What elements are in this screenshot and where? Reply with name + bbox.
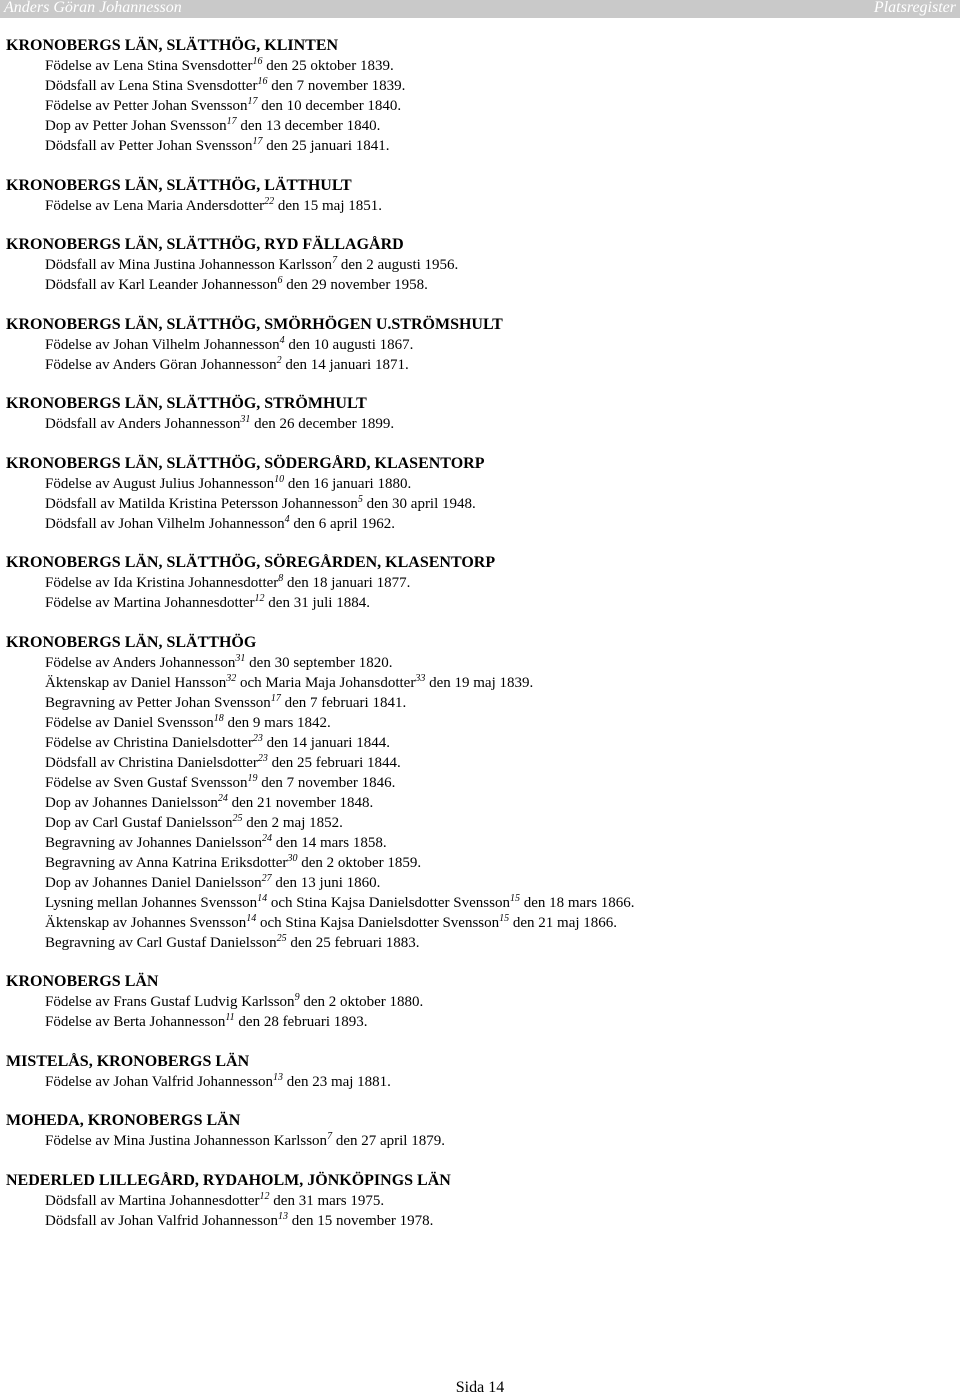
event-text: den 31 juli 1884.: [264, 595, 370, 611]
event-text: och Stina Kajsa Danielsdotter Svensson: [267, 894, 510, 911]
event-entry: [6, 494, 946, 514]
event-entry: [6, 893, 946, 913]
person-reference-number: 16: [257, 76, 268, 87]
event-text: den 21 maj 1866.: [509, 914, 618, 931]
header-register-title: Platsregister: [873, 0, 956, 16]
place-heading: KRONOBERGS LÄN, SLÄTTHÖG: [6, 633, 257, 651]
person-reference-number: 10: [274, 473, 285, 485]
event-text: Födelse av Petter Johan Svensson: [45, 98, 248, 114]
event-text: den 31 mars 1975.: [269, 1192, 385, 1209]
event-text: den 30 april 1948.: [362, 495, 476, 512]
event-text: den 15 november 1978.: [288, 1212, 434, 1229]
event-text: Dödsfall av Anders Johannesson: [45, 416, 241, 432]
event-entry: [6, 255, 946, 275]
event-text: Dödsfall av Karl Leander Johannesson: [45, 277, 278, 293]
event-entry: [6, 514, 946, 534]
event-text: den 7 februari 1841.: [280, 694, 407, 711]
event-text: Födelse av Ida Kristina Johannesdotter: [45, 575, 279, 591]
person-reference-number: 12: [259, 1190, 270, 1202]
person-reference-number: 15: [499, 912, 510, 924]
event-entry: [6, 693, 946, 713]
page-header: [0, 0, 960, 18]
event-entry: [6, 933, 946, 953]
person-reference-number: 33: [415, 672, 426, 684]
place-heading: NEDERLED LILLEGÅRD, RYDAHOLM, JÖNKÖPINGS LÄN: [6, 1171, 451, 1189]
event-text: den 2 augusti 1956.: [337, 257, 459, 273]
event-text: Lysning mellan Johannes Svensson: [45, 894, 258, 911]
page-footer: [0, 1378, 960, 1398]
event-text: och Stina Kajsa Danielsdotter Svensson: [256, 914, 500, 931]
event-entry: [6, 833, 946, 853]
person-reference-number: 17: [252, 136, 263, 147]
place-heading: KRONOBERGS LÄN, SLÄTTHÖG, SÖDERGÅRD, KLASENTORP: [6, 454, 485, 472]
event-text: Dödsfall av Christina Danielsdotter: [45, 754, 258, 771]
event-text: Dödsfall av Johan Valfrid Johannesson: [45, 1212, 279, 1229]
person-reference-number: 24: [262, 832, 273, 844]
event-entry: [6, 793, 946, 813]
place-heading: MISTELÅS, KRONOBERGS LÄN: [6, 1052, 250, 1070]
event-text: den 16 januari 1880.: [284, 475, 412, 492]
event-text: den 28 februari 1893.: [234, 1014, 368, 1030]
event-entry: [6, 355, 946, 375]
event-text: den 9 mars 1842.: [223, 714, 331, 731]
person-reference-number: 17: [270, 692, 281, 704]
event-text: Begravning av Carl Gustaf Danielsson: [45, 934, 277, 951]
event-text: Dop av Petter Johan Svensson: [45, 118, 227, 134]
event-text: och Maria Maja Johansdotter: [236, 674, 416, 691]
event-entry: [6, 673, 946, 693]
person-reference-number: 13: [278, 1210, 289, 1222]
event-text: Födelse av Mina Justina Johannesson Karlsson: [45, 1133, 328, 1149]
event-text: den 25 februari 1883.: [286, 934, 420, 951]
place-heading: KRONOBERGS LÄN, SLÄTTHÖG, SÖREGÅRDEN, KLASENTORP: [6, 554, 496, 571]
event-text: den 15 maj 1851.: [274, 197, 383, 214]
person-reference-number: 19: [247, 772, 258, 784]
event-text: den 19 maj 1839.: [425, 674, 534, 691]
person-reference-number: 11: [225, 1012, 235, 1023]
person-reference-number: 32: [226, 672, 237, 684]
place-heading: KRONOBERGS LÄN, SLÄTTHÖG, LÄTTHULT: [6, 176, 352, 194]
event-text: den 23 maj 1881.: [283, 1073, 391, 1090]
person-reference-number: 2: [276, 354, 282, 366]
place-section: [6, 394, 946, 434]
event-text: Äktenskap av Johannes Svensson: [45, 914, 247, 931]
event-entry: [6, 116, 946, 136]
event-text: den 6 april 1962.: [289, 515, 396, 532]
event-entry: [6, 753, 946, 773]
place-section: [6, 36, 946, 156]
event-text: Dödsfall av Johan Vilhelm Johannesson: [45, 515, 285, 532]
page-number: Sida 14: [455, 1379, 505, 1396]
event-text: Dödsfall av Petter Johan Svensson: [45, 138, 253, 154]
event-entry: [6, 136, 946, 156]
person-reference-number: 15: [509, 892, 520, 904]
event-text: Födelse av Johan Vilhelm Johannesson: [45, 336, 280, 353]
event-entry: [6, 653, 946, 673]
place-section: [6, 553, 946, 613]
person-reference-number: 17: [247, 96, 258, 107]
person-reference-number: 8: [278, 573, 284, 584]
person-reference-number: 9: [294, 992, 300, 1003]
event-entry: [6, 713, 946, 733]
event-text: den 25 februari 1844.: [267, 754, 401, 771]
place-heading: KRONOBERGS LÄN, SLÄTTHÖG, RYD FÄLLAGÅRD: [6, 236, 404, 253]
place-heading: KRONOBERGS LÄN: [6, 973, 159, 990]
event-text: Dop av Johannes Danielsson: [45, 794, 218, 811]
place-register: [6, 36, 946, 1250]
place-section: [6, 454, 946, 534]
event-entry: [6, 275, 946, 295]
event-text: den 29 november 1958.: [282, 277, 428, 293]
event-entry: [6, 196, 946, 216]
event-entry: [6, 813, 946, 833]
place-heading: KRONOBERGS LÄN, SLÄTTHÖG, SMÖRHÖGEN U.STRÖMSHULT: [6, 315, 503, 333]
event-entry: [6, 1131, 946, 1151]
event-text: Begravning av Petter Johan Svensson: [45, 694, 271, 711]
event-text: Dop av Carl Gustaf Danielsson: [45, 814, 233, 831]
event-entry: [6, 913, 946, 933]
event-text: den 2 oktober 1859.: [297, 854, 422, 871]
event-entry: [6, 56, 946, 76]
event-text: den 2 oktober 1880.: [299, 994, 424, 1010]
event-text: den 13 december 1840.: [236, 118, 381, 134]
header-author: Anders Göran Johannesson: [4, 0, 182, 16]
event-text: Födelse av Berta Johannesson: [45, 1014, 226, 1030]
event-text: den 10 december 1840.: [257, 98, 402, 114]
event-entry: [6, 573, 946, 593]
person-reference-number: 27: [261, 872, 272, 884]
event-text: Äktenskap av Daniel Hansson: [45, 674, 227, 691]
event-text: Födelse av Lena Stina Svensdotter: [45, 58, 253, 74]
place-section: [6, 972, 946, 1032]
event-text: Födelse av August Julius Johannesson: [45, 475, 275, 492]
person-reference-number: 16: [252, 56, 263, 67]
person-reference-number: 12: [254, 593, 265, 604]
event-text: den 7 november 1839.: [267, 78, 406, 94]
person-reference-number: 14: [257, 892, 268, 904]
place-section: [6, 235, 946, 295]
event-text: den 14 januari 1844.: [262, 734, 390, 751]
event-text: Begravning av Anna Katrina Eriksdotter: [45, 854, 288, 871]
event-text: Födelse av Lena Maria Andersdotter: [45, 197, 265, 214]
place-section: [6, 176, 946, 216]
event-entry: [6, 853, 946, 873]
event-text: Dödsfall av Lena Stina Svensdotter: [45, 78, 258, 94]
event-text: den 27 april 1879.: [332, 1133, 445, 1149]
event-entry: [6, 593, 946, 613]
event-entry: [6, 96, 946, 116]
event-text: den 10 augusti 1867.: [284, 336, 414, 353]
person-reference-number: 4: [284, 513, 290, 525]
event-text: den 18 januari 1877.: [283, 575, 411, 591]
event-entry: [6, 76, 946, 96]
event-text: Födelse av Christina Danielsdotter: [45, 734, 253, 751]
person-reference-number: 25: [232, 812, 243, 824]
event-text: Dödsfall av Matilda Kristina Petersson Johannesson: [45, 495, 358, 512]
event-text: den 25 oktober 1839.: [262, 58, 394, 74]
event-text: Födelse av Frans Gustaf Ludvig Karlsson: [45, 994, 295, 1010]
place-section: [6, 1171, 946, 1231]
event-text: den 21 november 1848.: [227, 794, 374, 811]
place-section: [6, 633, 946, 953]
person-reference-number: 30: [287, 852, 298, 864]
place-section: [6, 1111, 946, 1151]
event-text: den 25 januari 1841.: [262, 138, 390, 154]
event-text: den 2 maj 1852.: [242, 814, 343, 831]
event-text: den 14 januari 1871.: [281, 356, 409, 373]
event-text: den 13 juni 1860.: [271, 874, 381, 891]
event-entry: [6, 1211, 946, 1231]
person-reference-number: 31: [235, 652, 246, 664]
place-heading: KRONOBERGS LÄN, SLÄTTHÖG, KLINTEN: [6, 37, 339, 54]
person-reference-number: 5: [357, 493, 363, 505]
event-text: Födelse av Anders Göran Johannesson: [45, 356, 277, 373]
event-text: Födelse av Johan Valfrid Johannesson: [45, 1073, 274, 1090]
event-entry: [6, 1072, 946, 1092]
event-text: Födelse av Martina Johannesdotter: [45, 595, 255, 611]
person-reference-number: 25: [276, 932, 287, 944]
event-entry: [6, 733, 946, 753]
person-reference-number: 31: [240, 414, 251, 425]
event-text: Födelse av Anders Johannesson: [45, 654, 236, 671]
person-reference-number: 18: [213, 712, 224, 724]
event-entry: [6, 335, 946, 355]
person-reference-number: 24: [217, 792, 228, 804]
place-section: [6, 315, 946, 375]
event-text: Dödsfall av Mina Justina Johannesson Karlsson: [45, 257, 333, 273]
event-entry: [6, 773, 946, 793]
event-text: Begravning av Johannes Danielsson: [45, 834, 263, 851]
event-entry: [6, 1012, 946, 1032]
event-text: den 18 mars 1866.: [519, 894, 635, 911]
person-reference-number: 17: [226, 116, 237, 127]
place-section: [6, 1052, 946, 1092]
event-text: Dop av Johannes Daniel Danielsson: [45, 874, 262, 891]
event-text: den 26 december 1899.: [250, 416, 395, 432]
person-reference-number: 13: [273, 1071, 284, 1083]
person-reference-number: 22: [264, 195, 275, 207]
event-text: den 30 september 1820.: [245, 654, 393, 671]
person-reference-number: 7: [327, 1131, 333, 1142]
place-heading: MOHEDA, KRONOBERGS LÄN: [6, 1112, 241, 1129]
event-entry: [6, 992, 946, 1012]
event-text: Födelse av Sven Gustaf Svensson: [45, 774, 248, 791]
person-reference-number: 23: [252, 732, 263, 744]
person-reference-number: 6: [277, 275, 283, 286]
event-entry: [6, 1191, 946, 1211]
person-reference-number: 4: [279, 334, 285, 346]
event-text: Dödsfall av Martina Johannesdotter: [45, 1192, 260, 1209]
person-reference-number: 14: [246, 912, 257, 924]
person-reference-number: 7: [332, 255, 338, 266]
person-reference-number: 23: [257, 752, 268, 764]
event-entry: [6, 414, 946, 434]
event-text: den 7 november 1846.: [257, 774, 396, 791]
event-entry: [6, 873, 946, 893]
event-text: den 14 mars 1858.: [272, 834, 387, 851]
event-entry: [6, 474, 946, 494]
place-heading: KRONOBERGS LÄN, SLÄTTHÖG, STRÖMHULT: [6, 395, 367, 412]
event-text: Födelse av Daniel Svensson: [45, 714, 214, 731]
